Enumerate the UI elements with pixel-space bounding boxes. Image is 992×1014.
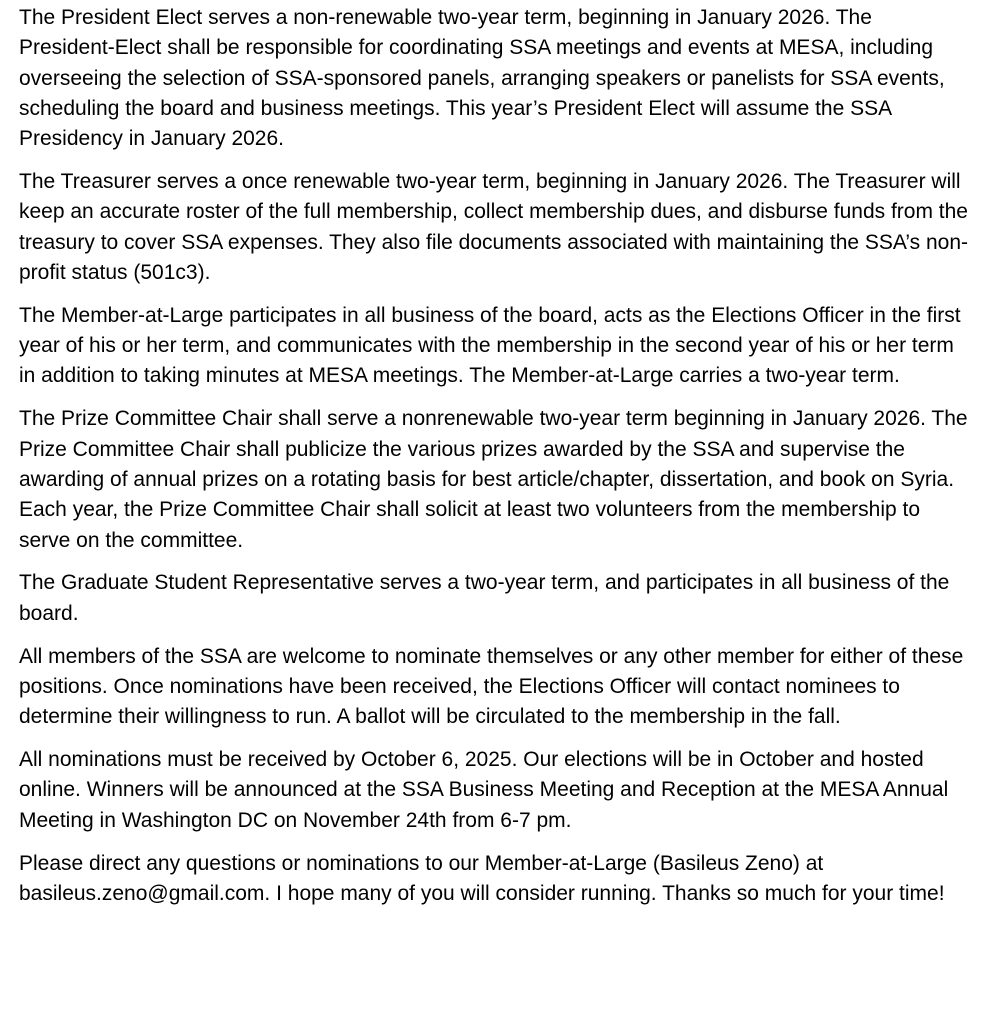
paragraph-member-at-large: The Member-at-Large participates in all business of the board, acts as the Elections Officer in the first year of his or her term, and communicates with the membership in the second year of his or her term in addition to taking minutes at MESA meetings. The Member-at-Large carries a two-year term. bbox=[19, 303, 961, 388]
paragraph-deadline: All nominations must be received by October 6, 2025. Our elections will be in October and hosted online. Winners will be announced at the SSA Business Meeting and Reception at the MESA Annual Meeting in Washington DC on November 24th from 6-7 pm. bbox=[19, 748, 949, 832]
paragraph-nominations-info: All members of the SSA are welcome to nominate themselves or any other member for either of these positions. Once nominations have been received, the Elections Officer will contact nominees to determine their willingness to run. A ballot will be circulated to the membership in the fall. bbox=[19, 644, 964, 729]
paragraph-prize-committee-chair: The Prize Committee Chair shall serve a nonrenewable two-year term beginning in January 2026. The Prize Committee Chair shall publicize the various prizes awarded by the SSA and supervise the awarding of annual prizes on a rotating basis for best article/chapter, dissertation, and book on Syria. Each year, the Prize Committee Chair shall solicit at least two volunteers from the membership to serve on the committee. bbox=[19, 407, 968, 552]
paragraph-treasurer: The Treasurer serves a once renewable two-year term, beginning in January 2026. The Treasurer will keep an accurate roster of the full membership, collect membership dues, and disburse funds from the treasury to cover SSA expenses. They also file documents associated with maintaining the SSA’s non-profit status (501c3). bbox=[19, 170, 969, 284]
paragraph-graduate-student-representative: The Graduate Student Representative serves a two-year term, and participates in all business of the board. bbox=[19, 571, 950, 625]
paragraph-president-elect: The President Elect serves a non-renewable two-year term, beginning in January 2026. The President-Elect shall be responsible for coordinating SSA meetings and events at MESA, including overseeing the selection of SSA-sponsored panels, arranging speakers or panelists for SSA events, scheduling the board and business meetings. This year’s President Elect will assume the SSA Presidency in January 2026. bbox=[19, 6, 945, 151]
paragraph-contact: Please direct any questions or nominations to our Member-at-Large (Basileus Zeno) at basileus.zeno@gmail.com. I hope many of you will consider running. Thanks so much for your time! bbox=[19, 851, 945, 905]
